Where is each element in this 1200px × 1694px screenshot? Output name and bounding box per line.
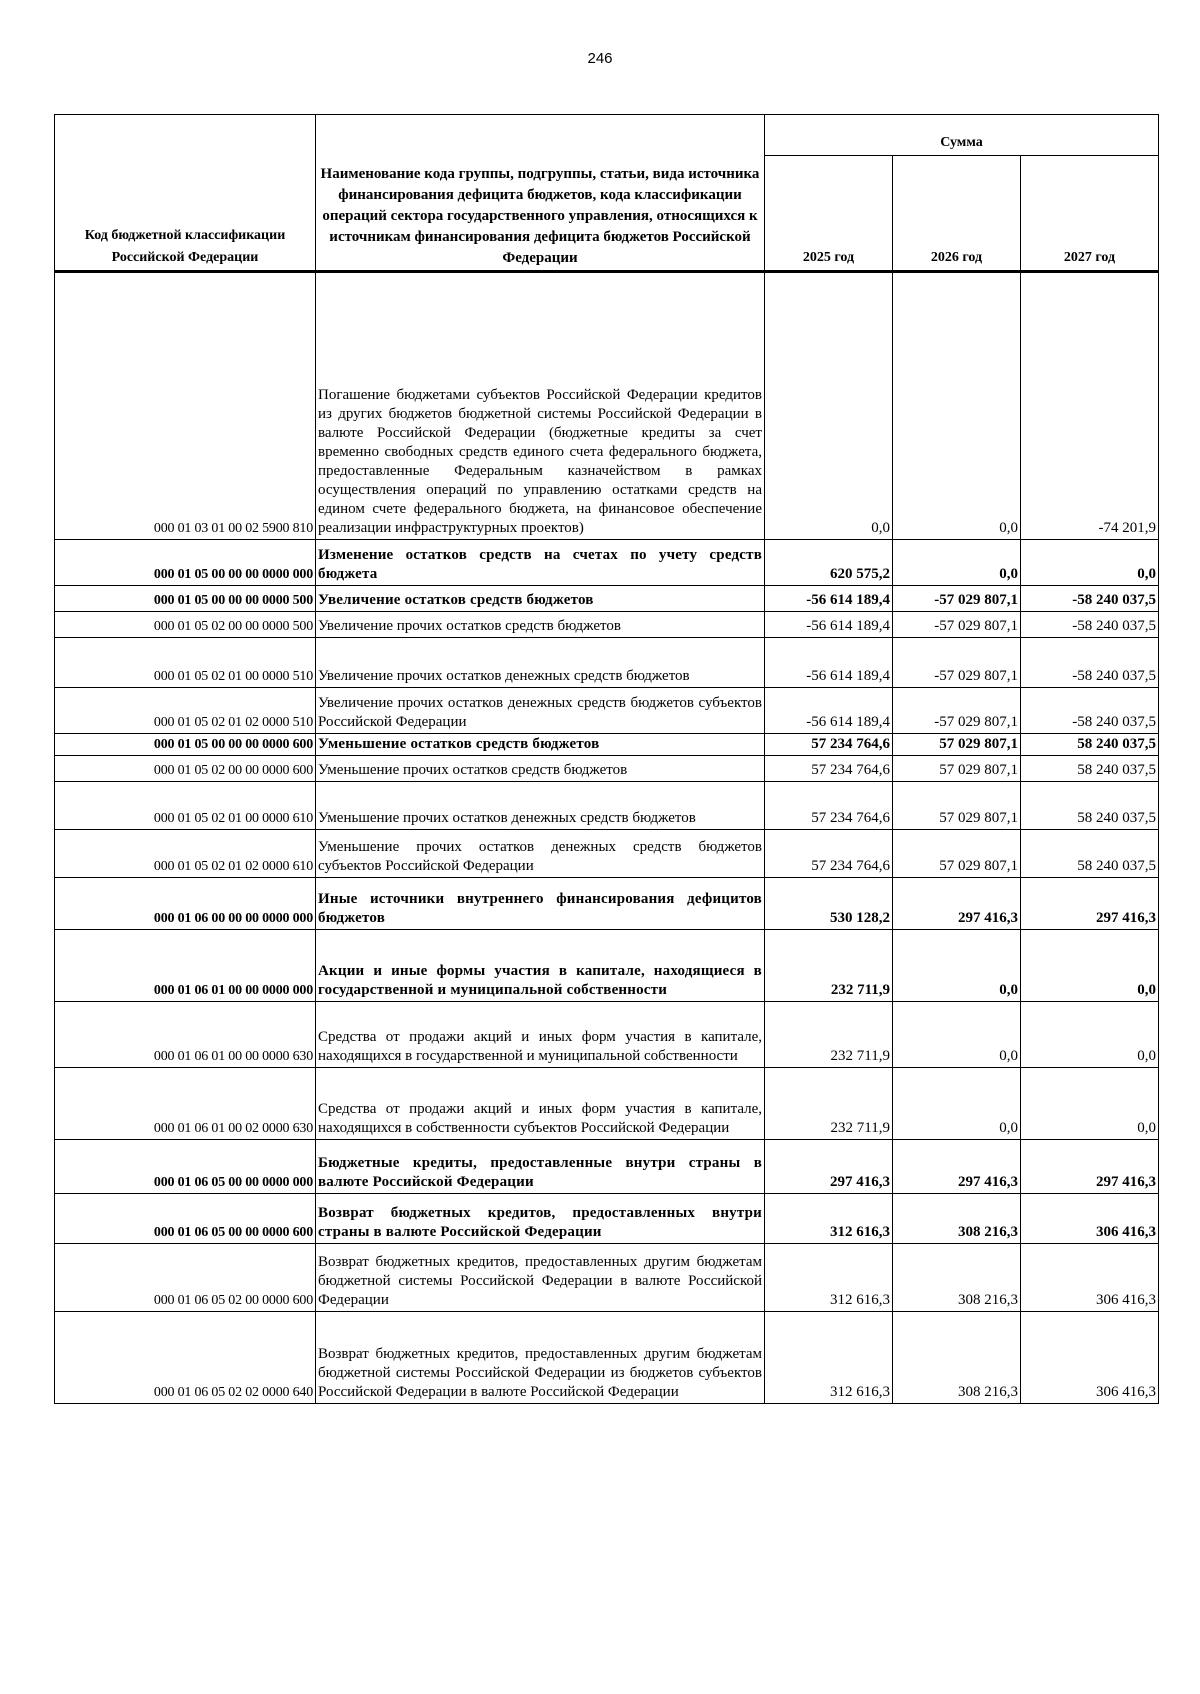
row-value-2025: 57 234 764,6: [765, 830, 893, 878]
row-value-2025: 232 711,9: [765, 1068, 893, 1140]
row-name: Увеличение прочих остатков денежных средств бюджетов: [316, 638, 765, 688]
row-name: Акции и иные формы участия в капитале, находящиеся в государственной и муниципальной собственности: [316, 930, 765, 1002]
row-code: 000 01 05 02 01 00 0000 610: [55, 782, 316, 830]
row-value-2025: -56 614 189,4: [765, 612, 893, 638]
row-code: 000 01 06 05 00 00 0000 600: [55, 1194, 316, 1244]
budget-sources-table: [54, 114, 1159, 1404]
row-code: 000 01 06 05 02 00 0000 600: [55, 1244, 316, 1312]
table-row: [55, 1068, 1159, 1140]
row-value-2027: 58 240 037,5: [1021, 734, 1159, 756]
row-code: 000 01 06 05 00 00 0000 000: [55, 1140, 316, 1194]
row-code: 000 01 03 01 00 02 5900 810: [55, 272, 316, 540]
header-year-2027: 2027 год: [1021, 156, 1159, 272]
header-year-2026: 2026 год: [893, 156, 1021, 272]
header-name: Наименование кода группы, подгруппы, статьи, вида источника финансирования дефицита бюджетов, кода классификации операций сектора государственного управления, относящихся к источникам финансирования дефицита бюджетов Российской Федерации: [316, 115, 765, 272]
row-code: 000 01 05 02 00 00 0000 500: [55, 612, 316, 638]
row-value-2025: 0,0: [765, 272, 893, 540]
row-value-2027: 306 416,3: [1021, 1194, 1159, 1244]
table-row: [55, 830, 1159, 878]
row-name: Иные источники внутреннего финансирования дефицитов бюджетов: [316, 878, 765, 930]
row-name: Увеличение прочих остатков средств бюджетов: [316, 612, 765, 638]
row-value-2027: 0,0: [1021, 930, 1159, 1002]
row-value-2025: 312 616,3: [765, 1244, 893, 1312]
row-value-2027: -58 240 037,5: [1021, 638, 1159, 688]
table-row: [55, 930, 1159, 1002]
row-value-2026: -57 029 807,1: [893, 612, 1021, 638]
row-code: 000 01 05 00 00 00 0000 600: [55, 734, 316, 756]
row-value-2026: 0,0: [893, 540, 1021, 586]
row-value-2026: 308 216,3: [893, 1312, 1021, 1404]
table-row: [55, 1194, 1159, 1244]
row-code: 000 01 06 01 00 02 0000 630: [55, 1068, 316, 1140]
row-value-2025: 620 575,2: [765, 540, 893, 586]
table-header: [55, 115, 1159, 272]
table-row: [55, 756, 1159, 782]
header-sum: Сумма: [765, 115, 1159, 156]
row-name: Увеличение остатков средств бюджетов: [316, 586, 765, 612]
table-row: [55, 540, 1159, 586]
row-value-2026: 297 416,3: [893, 1140, 1021, 1194]
row-value-2025: -56 614 189,4: [765, 638, 893, 688]
row-value-2027: 0,0: [1021, 540, 1159, 586]
row-value-2026: 57 029 807,1: [893, 830, 1021, 878]
table-row: [55, 612, 1159, 638]
row-code: 000 01 05 02 01 02 0000 510: [55, 688, 316, 734]
page-number: 246: [587, 50, 613, 67]
row-value-2026: -57 029 807,1: [893, 586, 1021, 612]
row-code: 000 01 06 00 00 00 0000 000: [55, 878, 316, 930]
header-year-2025: 2025 год: [765, 156, 893, 272]
row-name: Погашение бюджетами субъектов Российской Федерации кредитов из других бюджетов бюджетной системы Российской Федерации в валюте Российской Федерации (бюджетные кредиты за счет временно свободных средств единого счета федерального бюджета, предоставленные Федеральным казначейством в рамках осуществления операций по управлению остатками средств на едином счете федерального бюджета, на финансовое обеспечение реализации инфраструктурных проектов): [316, 272, 765, 540]
row-value-2027: 306 416,3: [1021, 1244, 1159, 1312]
table-row: [55, 586, 1159, 612]
table-body: [55, 272, 1159, 1404]
row-name: Уменьшение остатков средств бюджетов: [316, 734, 765, 756]
row-value-2026: 0,0: [893, 1068, 1021, 1140]
table-row: [55, 688, 1159, 734]
table-row: [55, 272, 1159, 540]
row-code: 000 01 05 02 01 02 0000 610: [55, 830, 316, 878]
row-name: Возврат бюджетных кредитов, предоставленных внутри страны в валюте Российской Федерации: [316, 1194, 765, 1244]
table-row: [55, 1140, 1159, 1194]
row-value-2027: 306 416,3: [1021, 1312, 1159, 1404]
table-row: [55, 1312, 1159, 1404]
row-value-2027: 0,0: [1021, 1002, 1159, 1068]
row-value-2025: 312 616,3: [765, 1312, 893, 1404]
row-value-2025: 57 234 764,6: [765, 756, 893, 782]
row-value-2027: -74 201,9: [1021, 272, 1159, 540]
row-value-2025: 232 711,9: [765, 1002, 893, 1068]
row-name: Возврат бюджетных кредитов, предоставленных другим бюджетам бюджетной системы Российской Федерации из бюджетов субъектов Российской Федерации в валюте Российской Федерации: [316, 1312, 765, 1404]
row-value-2027: 297 416,3: [1021, 1140, 1159, 1194]
row-value-2025: 312 616,3: [765, 1194, 893, 1244]
row-value-2025: -56 614 189,4: [765, 688, 893, 734]
row-code: 000 01 05 02 00 00 0000 600: [55, 756, 316, 782]
row-value-2025: 530 128,2: [765, 878, 893, 930]
row-value-2025: 57 234 764,6: [765, 734, 893, 756]
row-value-2027: -58 240 037,5: [1021, 688, 1159, 734]
row-value-2026: 57 029 807,1: [893, 734, 1021, 756]
row-value-2027: 58 240 037,5: [1021, 830, 1159, 878]
row-name: Средства от продажи акций и иных форм участия в капитале, находящихся в собственности субъектов Российской Федерации: [316, 1068, 765, 1140]
row-value-2027: -58 240 037,5: [1021, 612, 1159, 638]
row-value-2026: 57 029 807,1: [893, 782, 1021, 830]
row-value-2026: -57 029 807,1: [893, 688, 1021, 734]
row-name: Изменение остатков средств на счетах по учету средств бюджета: [316, 540, 765, 586]
row-value-2027: 297 416,3: [1021, 878, 1159, 930]
table-row: [55, 782, 1159, 830]
row-name: Средства от продажи акций и иных форм участия в капитале, находящихся в государственной и муниципальной собственности: [316, 1002, 765, 1068]
row-value-2026: 0,0: [893, 1002, 1021, 1068]
row-value-2026: 308 216,3: [893, 1244, 1021, 1312]
row-value-2026: 297 416,3: [893, 878, 1021, 930]
row-name: Бюджетные кредиты, предоставленные внутри страны в валюте Российской Федерации: [316, 1140, 765, 1194]
row-value-2026: -57 029 807,1: [893, 638, 1021, 688]
row-value-2027: 0,0: [1021, 1068, 1159, 1140]
row-code: 000 01 05 00 00 00 0000 500: [55, 586, 316, 612]
row-name: Возврат бюджетных кредитов, предоставленных другим бюджетам бюджетной системы Российской Федерации в валюте Российской Федерации: [316, 1244, 765, 1312]
row-code: 000 01 06 01 00 00 0000 630: [55, 1002, 316, 1068]
row-value-2025: 57 234 764,6: [765, 782, 893, 830]
table-row: [55, 1244, 1159, 1312]
row-name: Уменьшение прочих остатков средств бюджетов: [316, 756, 765, 782]
row-code: 000 01 05 00 00 00 0000 000: [55, 540, 316, 586]
row-value-2025: -56 614 189,4: [765, 586, 893, 612]
row-name: Уменьшение прочих остатков денежных средств бюджетов субъектов Российской Федерации: [316, 830, 765, 878]
row-code: 000 01 05 02 01 00 0000 510: [55, 638, 316, 688]
row-value-2025: 297 416,3: [765, 1140, 893, 1194]
table-row: [55, 734, 1159, 756]
row-value-2026: 0,0: [893, 272, 1021, 540]
row-value-2026: 57 029 807,1: [893, 756, 1021, 782]
row-value-2027: -58 240 037,5: [1021, 586, 1159, 612]
row-value-2027: 58 240 037,5: [1021, 782, 1159, 830]
row-value-2026: 0,0: [893, 930, 1021, 1002]
table-row: [55, 1002, 1159, 1068]
table-row: [55, 878, 1159, 930]
table-row: [55, 638, 1159, 688]
row-name: Уменьшение прочих остатков денежных средств бюджетов: [316, 782, 765, 830]
header-code: Код бюджетной классификации Российской Федерации: [55, 115, 316, 272]
row-value-2025: 232 711,9: [765, 930, 893, 1002]
row-name: Увеличение прочих остатков денежных средств бюджетов субъектов Российской Федерации: [316, 688, 765, 734]
row-code: 000 01 06 05 02 02 0000 640: [55, 1312, 316, 1404]
row-code: 000 01 06 01 00 00 0000 000: [55, 930, 316, 1002]
row-value-2027: 58 240 037,5: [1021, 756, 1159, 782]
row-value-2026: 308 216,3: [893, 1194, 1021, 1244]
